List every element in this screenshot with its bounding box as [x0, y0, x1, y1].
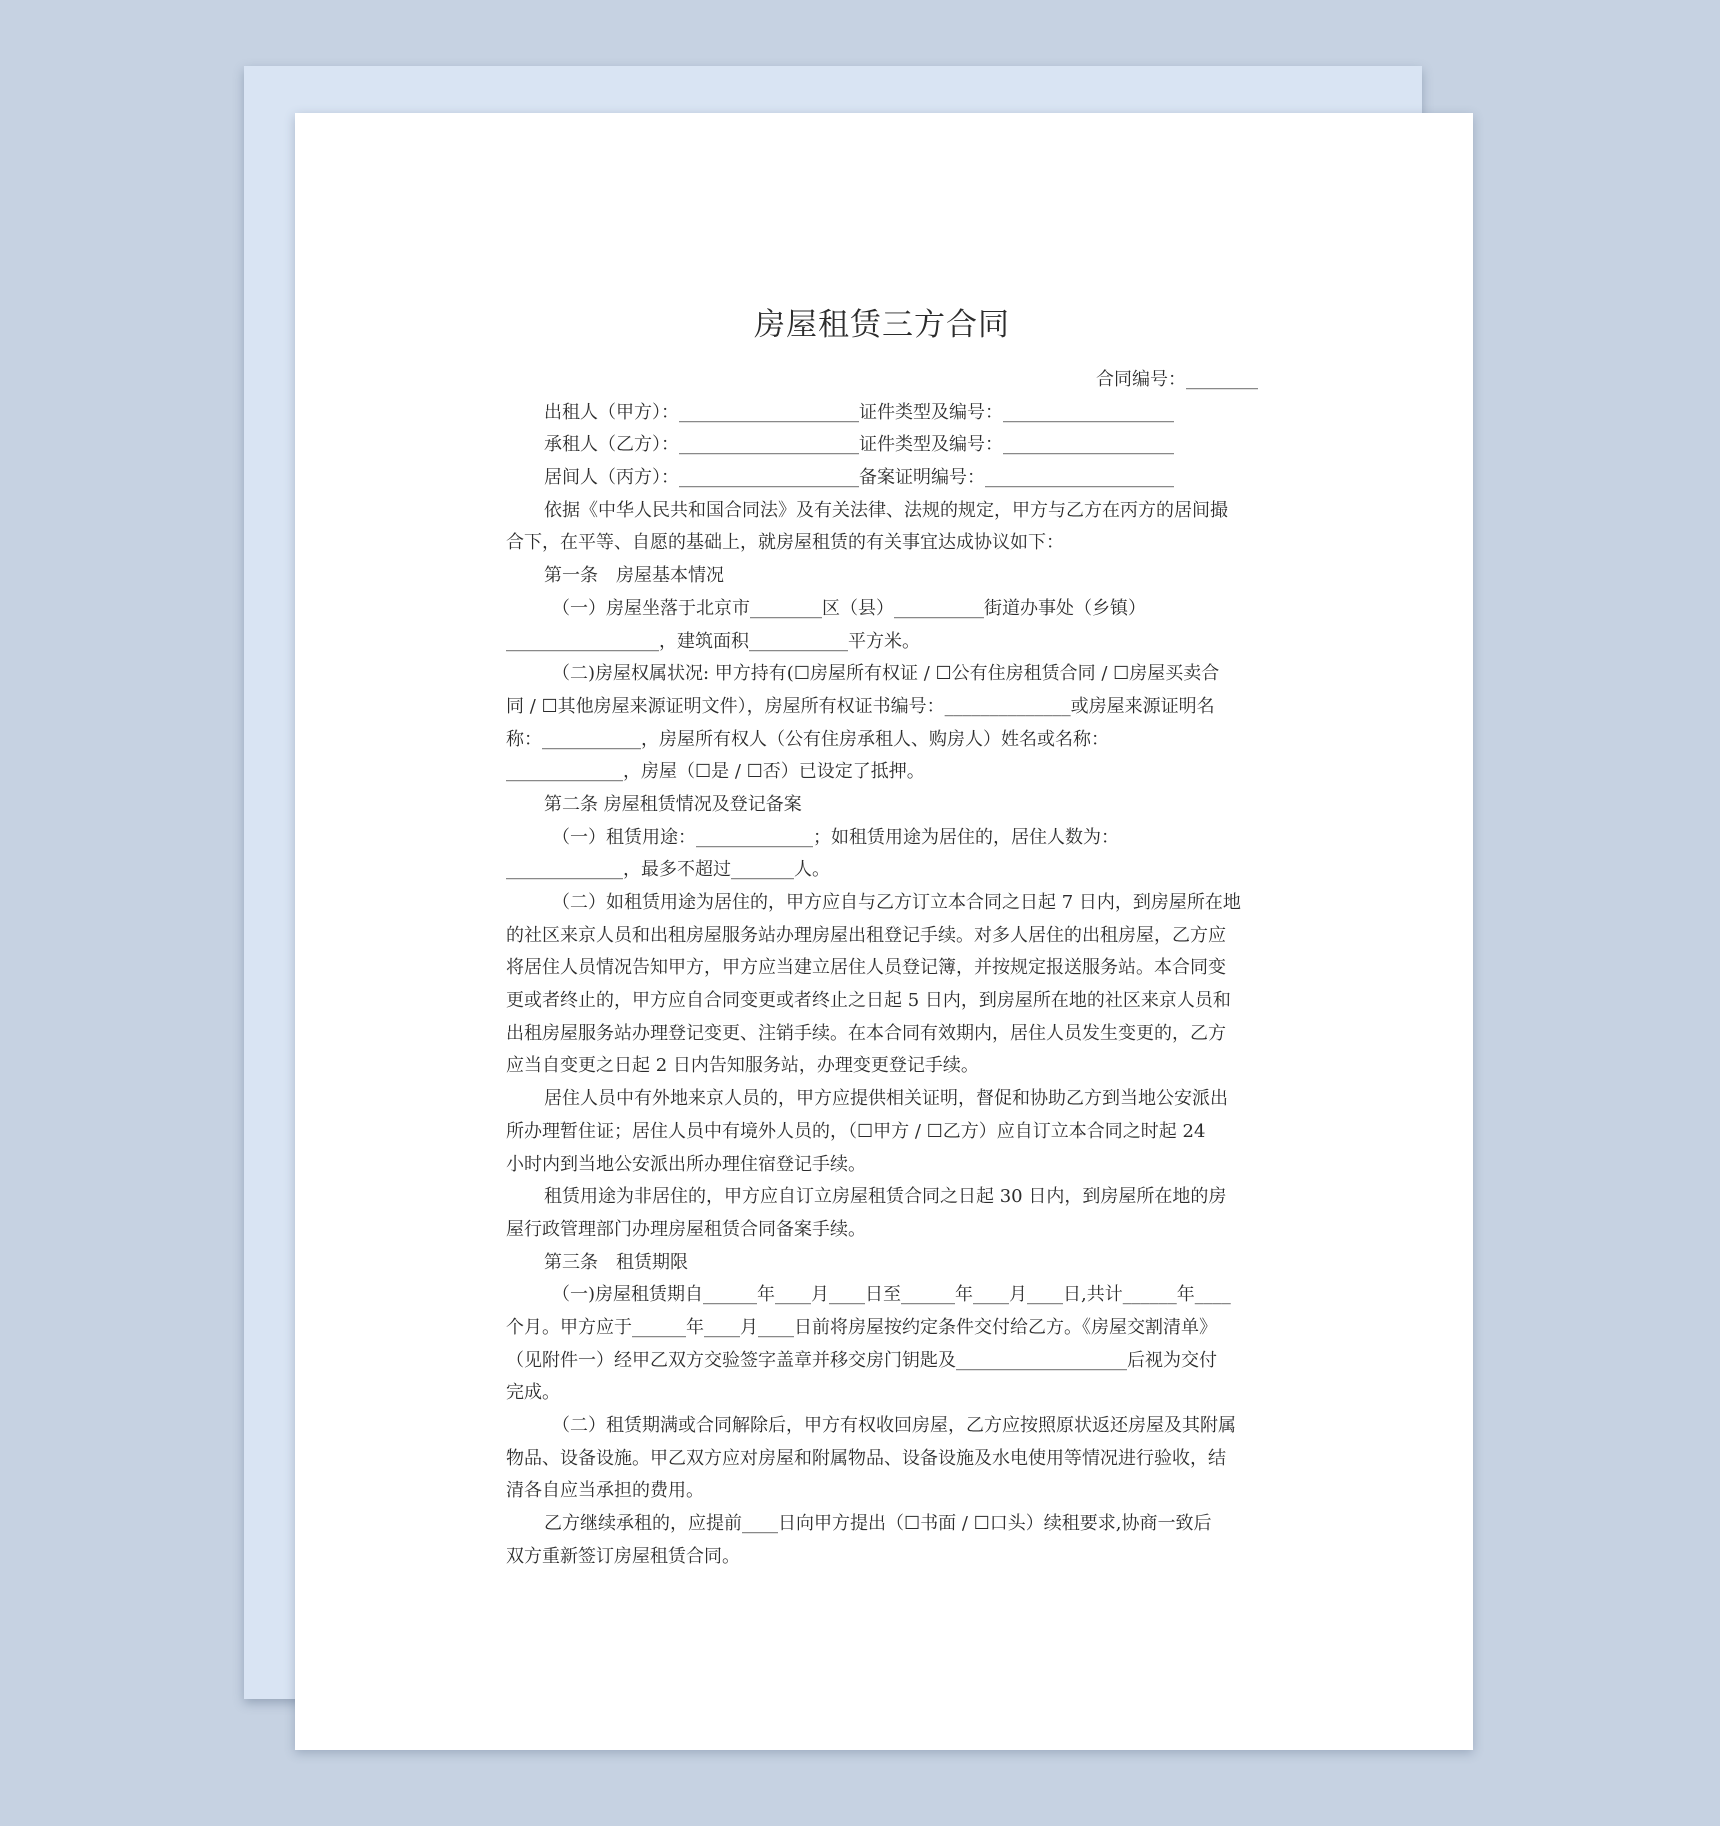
clause-line: 更或者终止的，甲方应自合同变更或者终止之日起 5 日内，到房屋所在地的社区来京人员和 — [506, 990, 1231, 1012]
article-heading: 第三条 租赁期限 — [544, 1251, 688, 1273]
clause-line: 屋行政管理部门办理房屋租赁合同备案手续。 — [506, 1218, 866, 1240]
clause-line: 称：___________，房屋所有权人（公有住房承租人、购房人）姓名或名称： — [506, 728, 1109, 750]
clause-line: （一)房屋租赁期自______年____月____日至______年____月____日,共计______年____ — [552, 1284, 1231, 1306]
preamble-line: 合下，在平等、自愿的基础上，就房屋租赁的有关事宜达成协议如下： — [506, 532, 1064, 554]
clause-line: 个月。甲方应于______年____月____日前将房屋按约定条件交付给乙方。《房屋交割清单》 — [506, 1316, 1217, 1338]
party-b-line: 承租人（乙方）：____________________证件类型及编号：___________________ — [544, 434, 1174, 456]
clause-line: _____________，最多不超过_______人。 — [506, 859, 830, 881]
clause-line: （二）如租赁用途为居住的，甲方应自与乙方订立本合同之日起 7 日内，到房屋所在地 — [552, 892, 1241, 913]
party-a-line: 出租人（甲方）：____________________证件类型及编号：___________________ — [544, 401, 1174, 423]
clause-line: 的社区来京人员和出租房屋服务站办理房屋出租登记手续。对多人居住的出租房屋，乙方应 — [506, 924, 1226, 946]
document-title: 房屋租赁三方合同 — [754, 307, 1010, 343]
clause-line: 居住人员中有外地来京人员的，甲方应提供相关证明，督促和协助乙方到当地公安派出 — [544, 1088, 1228, 1110]
clause-line: 同 / ☐其他房屋来源证明文件），房屋所有权证书编号：______________或房屋来源证明名 — [506, 695, 1215, 717]
clause-line: （二)房屋权属状况: 甲方持有(☐房屋所有权证 / ☐公有住房租赁合同 / ☐房屋买卖合 — [552, 663, 1220, 685]
clause-line: 完成。 — [506, 1382, 560, 1404]
clause-line: _________________，建筑面积___________平方米。 — [506, 630, 920, 652]
clause-line: 双方重新签订房屋租赁合同。 — [506, 1545, 740, 1567]
clause-line: 出租房屋服务站办理登记变更、注销手续。在本合同有效期内，居住人员发生变更的，乙方 — [506, 1022, 1226, 1044]
clause-line: （见附件一）经甲乙双方交验签字盖章并移交房门钥匙及___________________后视为交付 — [506, 1349, 1217, 1371]
clause-line: 应当自变更之日起 2 日内告知服务站，办理变更登记手续。 — [506, 1055, 979, 1077]
preamble-line: 依据《中华人民共和国合同法》及有关法律、法规的规定，甲方与乙方在丙方的居间撮 — [544, 499, 1228, 521]
clause-line: _____________，房屋（☐是 / ☐否）已设定了抵押。 — [506, 761, 925, 783]
clause-line: 小时内到当地公安派出所办理住宿登记手续。 — [506, 1153, 866, 1175]
clause-line: （一）房屋坐落于北京市________区（县）__________街道办事处（乡镇） — [552, 597, 1146, 619]
contract-document — [506, 300, 1258, 1573]
contract-number: 合同编号：________ — [1096, 369, 1258, 390]
article-heading: 第一条 房屋基本情况 — [544, 565, 724, 587]
article-heading: 第二条 房屋租赁情况及登记备案 — [544, 793, 802, 815]
clause-line: 物品、设备设施。甲乙双方应对房屋和附属物品、设备设施及水电使用等情况进行验收，结 — [506, 1447, 1226, 1469]
clause-line: 所办理暂住证；居住人员中有境外人员的，（☐甲方 / ☐乙方）应自订立本合同之时起 24 — [506, 1120, 1206, 1142]
clause-line: 租赁用途为非居住的，甲方应自订立房屋租赁合同之日起 30 日内，到房屋所在地的房 — [544, 1186, 1227, 1208]
clause-line: 将居住人员情况告知甲方，甲方应当建立居住人员登记簿，并按规定报送服务站。本合同变 — [506, 957, 1226, 979]
party-c-line: 居间人（丙方）：____________________备案证明编号：_____________________ — [544, 467, 1174, 489]
clause-line: （一）租赁用途：_____________；如租赁用途为居住的，居住人数为： — [552, 826, 1119, 848]
clause-line: 乙方继续承租的，应提前____日向甲方提出（☐书面 / ☐口头）续租要求,协商一致后 — [544, 1513, 1212, 1535]
clause-line: （二）租赁期满或合同解除后，甲方有权收回房屋，乙方应按照原状返还房屋及其附属 — [552, 1415, 1236, 1436]
clause-line: 清各自应当承担的费用。 — [506, 1480, 704, 1502]
